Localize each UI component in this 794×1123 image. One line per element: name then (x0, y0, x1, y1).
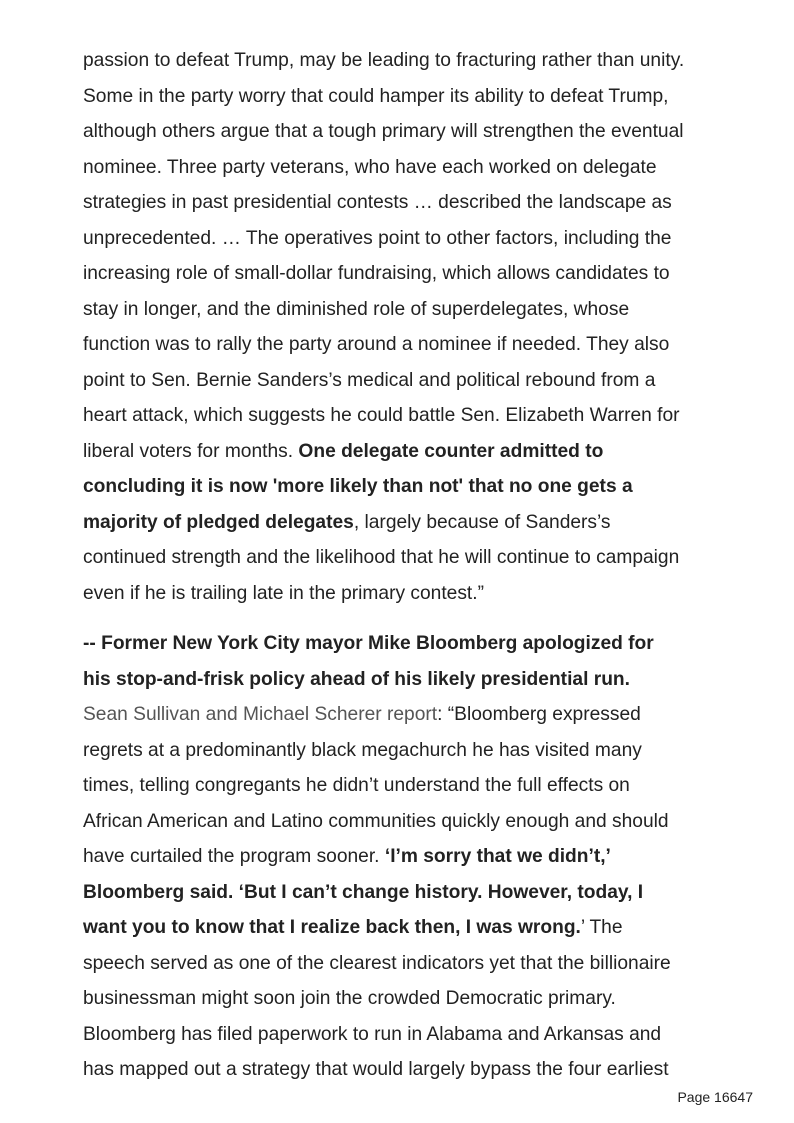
text-line: African American and Latino communities quickly enough and should (83, 810, 669, 832)
paragraph-delegates (83, 43, 743, 611)
text-line: has mapped out a strategy that would largely bypass the four earliest (83, 1059, 669, 1080)
headline: -- Former New York City mayor Mike Bloomberg apologized for (83, 633, 654, 654)
text-line: increasing role of small-dollar fundraising, which allows candidates to (83, 263, 670, 284)
text-run: liberal voters for months. (83, 440, 299, 462)
text-line (83, 839, 743, 875)
report-link[interactable]: Sean Sullivan and Michael Scherer report (83, 704, 438, 725)
text-line: point to Sen. Bernie Sanders’s medical and political rebound from a (83, 369, 656, 391)
text-line: even if he is trailing late in the primary contest.” (83, 582, 484, 604)
page-number: Page 16647 (677, 1089, 753, 1105)
text-line: unprecedented. … The operatives point to other factors, including the (83, 227, 672, 249)
bold-quote: want you to know that I realize back then, I was wrong. (83, 917, 581, 938)
text-line (83, 505, 743, 541)
byline (83, 697, 743, 733)
text-line: function was to rally the party around a nominee if needed. They also (83, 334, 670, 355)
bold-quote: majority of pledged delegates (83, 511, 354, 533)
text-line: continued strength and the likelihood that he will continue to campaign (83, 547, 680, 568)
text-line: nominee. Three party veterans, who have each worked on delegate (83, 156, 657, 178)
text-line (83, 910, 743, 946)
text-line: Bloomberg has filed paperwork to run in Alabama and Arkansas and (83, 1023, 662, 1045)
text-line: businessman might soon join the crowded Democratic primary. (83, 988, 616, 1009)
text-line: although others argue that a tough primary will strengthen the eventual (83, 121, 684, 142)
bold-quote: ‘I’m sorry that we didn’t,’ (384, 846, 611, 867)
text-line: speech served as one of the clearest indicators yet that the billionaire (83, 952, 671, 974)
text-run: : “Bloomberg expressed (437, 704, 641, 725)
bold-quote: concluding it is now 'more likely than not' that no one gets a (83, 476, 633, 497)
text-line: Some in the party worry that could hamper its ability to defeat Trump, (83, 85, 669, 107)
text-run: , largely because of Sanders’s (353, 511, 611, 533)
text-line: heart attack, which suggests he could battle Sen. Elizabeth Warren for (83, 405, 680, 426)
text-run: ’ The (580, 917, 623, 938)
text-line: strategies in past presidential contests … described the landscape as (83, 192, 672, 213)
bold-quote: Bloomberg said. ‘But I can’t change history. However, today, I (83, 881, 644, 903)
text-line: passion to defeat Trump, may be leading to fracturing rather than unity. (83, 50, 685, 71)
document-page (83, 43, 743, 1083)
paragraph-bloomberg (83, 626, 743, 1083)
text-line (83, 434, 743, 470)
text-line: times, telling congregants he didn’t understand the full effects on (83, 775, 630, 796)
text-line: stay in longer, and the diminished role of superdelegates, whose (83, 298, 630, 320)
headline: his stop-and-frisk policy ahead of his likely presidential run. (83, 668, 630, 690)
text-line: regrets at a predominantly black megachurch he has visited many (83, 739, 642, 761)
text-run: have curtailed the program sooner. (83, 846, 385, 867)
bold-quote: One delegate counter admitted to (298, 440, 604, 462)
